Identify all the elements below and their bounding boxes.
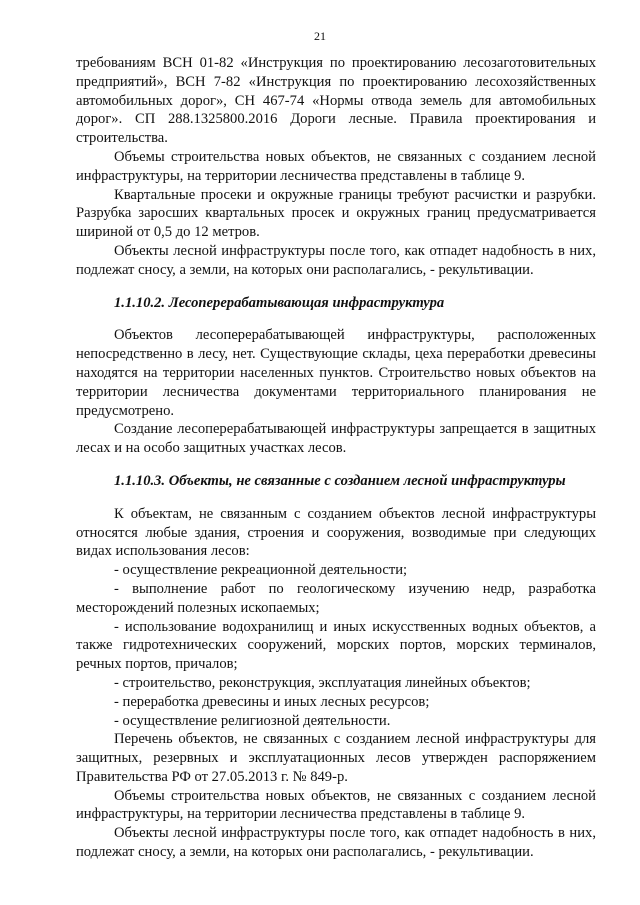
paragraph-clearings: Квартальные просеки и окружные границы требуют расчистки и разрубки. Разрубка заросших квартальных просек и окружных границ предусматривается шириной от 0,5 до 12 метров. — [76, 186, 596, 241]
list-item: - выполнение работ по геологическому изучению недр, разработка месторождений полезных ископаемых; — [76, 580, 596, 616]
list-item: - осуществление рекреационной деятельности; — [114, 562, 408, 579]
section-heading-non-infrastructure-objects: 1.1.10.3. Объекты, не связанные с созданием лесной инфраструктуры — [114, 472, 566, 489]
page-number: 21 — [314, 29, 326, 43]
paragraph-construction-volumes: Объемы строительства новых объектов, не связанных с созданием лесной инфраструктуры, на территории лесничества представлены в таблице 9. — [76, 148, 596, 184]
paragraph-construction-volumes-repeat: Объемы строительства новых объектов, не связанных с созданием лесной инфраструктуры, на территории лесничества представлены в таблице 9. — [76, 787, 596, 823]
page-content — [76, 54, 596, 862]
list-item: - переработка древесины и иных лесных ресурсов; — [114, 693, 430, 710]
list-item: - использование водохранилищ и иных искусственных водных объектов, а также гидротехнических сооружений, морских портов, морских терминалов, речных портов, причалов; — [76, 618, 596, 673]
paragraph-processing-prohibition: Создание лесоперерабатывающей инфраструктуры запрещается в защитных лесах и на особо защитных участках лесов. — [76, 421, 596, 457]
paragraph-standards: требованиям ВСН 01-82 «Инструкция по проектированию лесозаготовительных предприятий», ВСН 7-82 «Инструкция по проектированию лесохозяйственных автомобильных дорог», СН 467-74 «Нормы отвода земель для автомобильных дорог». СП 288.1325800.2016 Дороги лесные. Правила проектирования и строительства. — [76, 55, 596, 147]
paragraph-processing-objects: Объектов лесоперерабатывающей инфраструктуры, расположенных непосредственно в лесу, нет. Существующие склады, цеха переработки древесины находятся на территории населенных пунктов. Строительство новых объектов на территории лесничества документами территориального планирования не предусмотрено. — [76, 327, 596, 419]
paragraph-demolition-repeat: Объекты лесной инфраструктуры после того, как отпадет надобность в них, подлежат сносу, а земли, на которых они располагались, - рекультивации. — [76, 825, 596, 861]
list-item: - осуществление религиозной деятельности. — [114, 712, 391, 729]
paragraph-demolition: Объекты лесной инфраструктуры после того, как отпадет надобность в них, подлежат сносу, а земли, на которых они располагались, - рекультивации. — [76, 242, 596, 278]
paragraph-objects-intro: К объектам, не связанным с созданием объектов лесной инфраструктуры относятся любые здания, строения и сооружения, возводимые при следующих видах использования лесов: — [76, 505, 596, 560]
section-heading-processing-infrastructure: 1.1.10.2. Лесоперерабатывающая инфраструктура — [114, 294, 445, 311]
list-item: - строительство, реконструкция, эксплуатация линейных объектов; — [114, 674, 531, 691]
paragraph-objects-list-approval: Перечень объектов, не связанных с созданием лесной инфраструктуры для защитных, резервных и эксплуатационных лесов утвержден распоряжением Правительства РФ от 27.05.2013 г. № 849-р. — [76, 731, 596, 785]
